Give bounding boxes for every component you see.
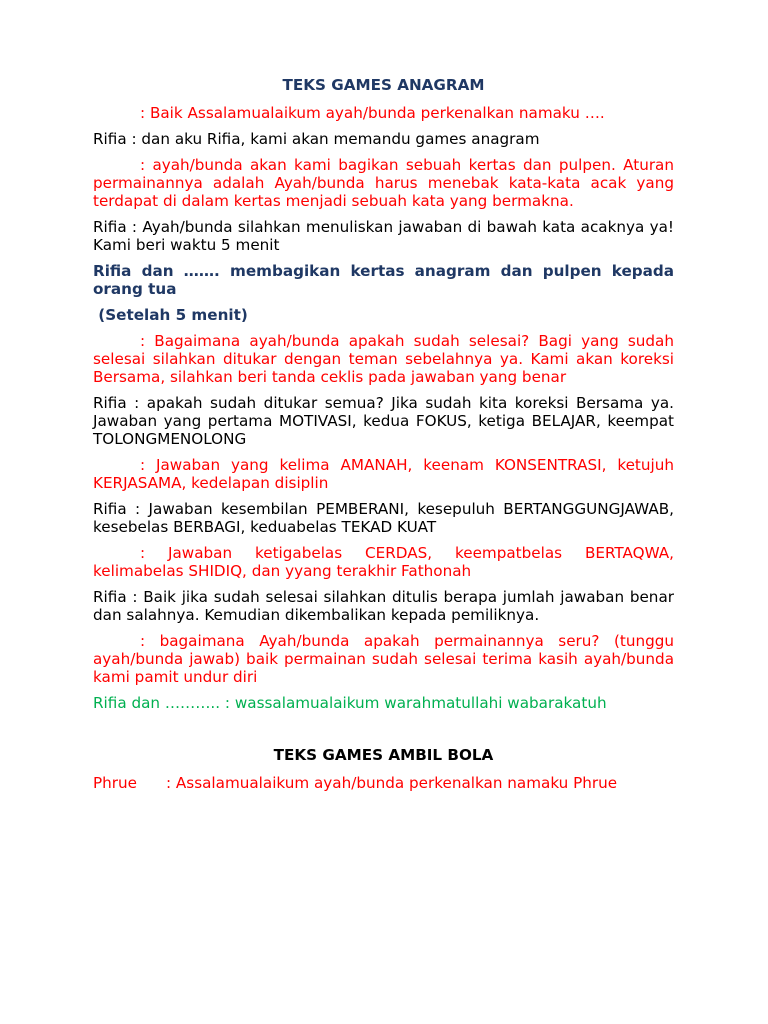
paragraph: : Jawaban ketigabelas CERDAS, keempatbelas BERTAQWA, kelimabelas SHIDIQ, dan yyang terakhir Fathonah: [93, 544, 674, 580]
section-title-anagram: TEKS GAMES ANAGRAM: [282, 76, 485, 94]
paragraph: Rifia : apakah sudah ditukar semua? Jika sudah kita koreksi Bersama ya. Jawaban yang pertama MOTIVASI, kedua FOKUS, ketiga BELAJAR, keempat TOLONGMENOLONG: [93, 394, 674, 448]
paragraph: : Jawaban yang kelima AMANAH, keenam KONSENTRASI, ketujuh KERJASAMA, kedelapan disiplin: [93, 456, 674, 492]
paragraph-stage-direction: Rifia dan ……. membagikan kertas anagram dan pulpen kepada orang tua: [93, 262, 674, 298]
paragraph: Rifia : dan aku Rifia, kami akan memandu games anagram: [93, 130, 540, 148]
paragraph: Rifia : Ayah/bunda silahkan menuliskan jawaban di bawah kata acaknya ya! Kami beri waktu 5 menit: [93, 218, 674, 254]
paragraph-stage-direction: (Setelah 5 menit): [93, 306, 248, 324]
paragraph: Phrue : Assalamualaikum ayah/bunda perkenalkan namaku Phrue: [93, 774, 618, 792]
paragraph: : ayah/bunda akan kami bagikan sebuah kertas dan pulpen. Aturan permainannya adalah Ayah/bunda harus menebak kata-kata acak yang terdapat di dalam kertas menjadi sebuah kata yang bermakna.: [93, 156, 674, 210]
section-title-ambil-bola: TEKS GAMES AMBIL BOLA: [273, 746, 494, 764]
paragraph: : bagaimana Ayah/bunda apakah permainannya seru? (tunggu ayah/bunda jawab) baik permainan sudah selesai terima kasih ayah/bunda kami pamit undur diri: [93, 632, 674, 686]
paragraph: Rifia : Baik jika sudah selesai silahkan ditulis berapa jumlah jawaban benar dan salahnya. Kemudian dikembalikan kepada pemiliknya.: [93, 588, 674, 624]
paragraph-closing: Rifia dan ……….. : wassalamualaikum warahmatullahi wabarakatuh: [93, 694, 607, 712]
paragraph: : Bagaimana ayah/bunda apakah sudah selesai? Bagi yang sudah selesai silahkan ditukar dengan teman sebelahnya ya. Kami akan koreksi Bersama, silahkan beri tanda ceklis pada jawaban yang benar: [93, 332, 674, 386]
paragraph: : Baik Assalamualaikum ayah/bunda perkenalkan namaku ….: [140, 104, 605, 122]
document-page: [93, 76, 674, 800]
paragraph: Rifia : Jawaban kesembilan PEMBERANI, kesepuluh BERTANGGUNGJAWAB, kesebelas BERBAGI, keduabelas TEKAD KUAT: [93, 500, 674, 536]
